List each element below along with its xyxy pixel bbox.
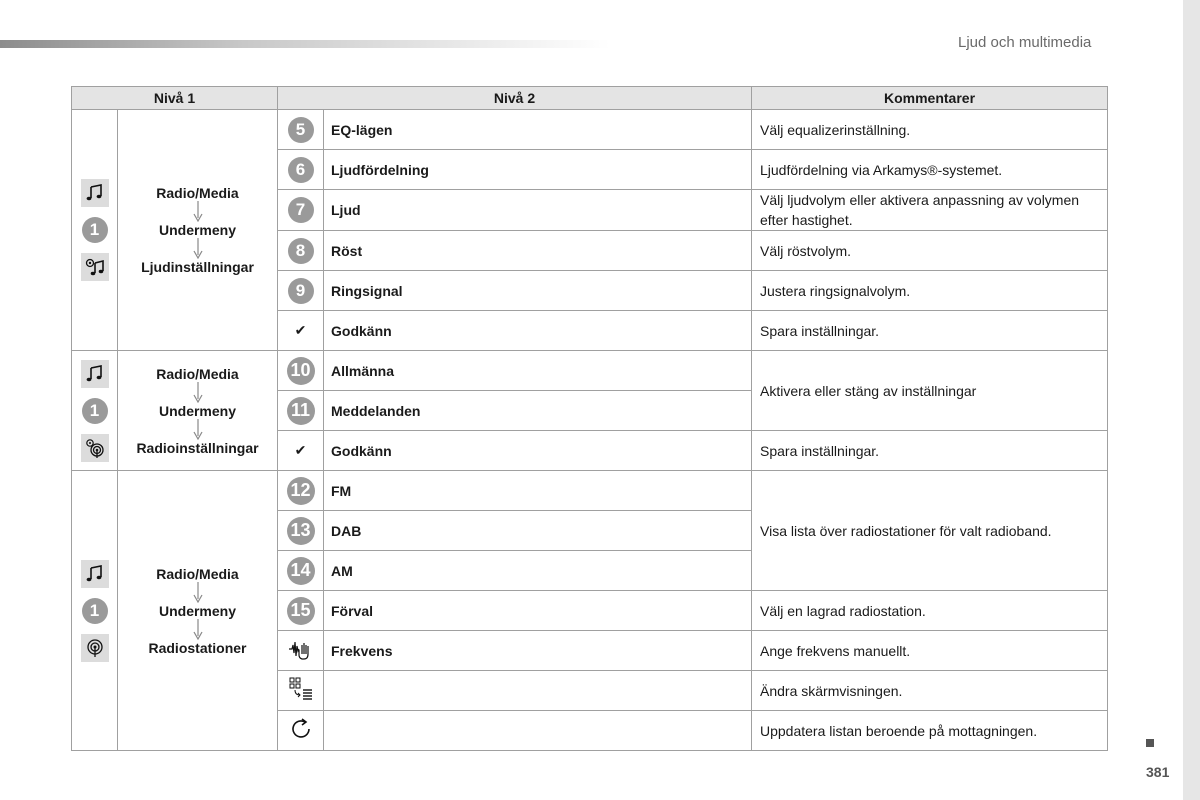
audio-settings-icon	[81, 253, 109, 281]
row-label: Röst	[324, 231, 752, 271]
header-gradient-bar	[0, 40, 610, 48]
radio-icon	[81, 634, 109, 662]
level1-step: Radio/Media	[156, 565, 239, 582]
row-comment-merged: Aktivera eller stäng av inställningar	[752, 351, 1108, 431]
step-number-badge: 5	[288, 117, 314, 143]
checkmark-icon: ✔	[278, 431, 324, 471]
step-number-badge: 11	[287, 397, 315, 425]
level1-step: Undermeny	[158, 402, 237, 419]
step-number-badge: 7	[288, 197, 314, 223]
group3-icons	[72, 471, 118, 751]
step-number-badge: 10	[287, 357, 315, 385]
row-comment: Välj en lagrad radiostation.	[752, 591, 1108, 631]
frequency-touch-icon	[288, 636, 314, 662]
page-marker	[1146, 739, 1154, 747]
step-number-badge: 9	[288, 278, 314, 304]
row-comment: Spara inställningar.	[752, 431, 1108, 471]
row-label: Godkänn	[324, 311, 752, 351]
checkmark-icon: ✔	[278, 311, 324, 351]
group1-level1	[118, 110, 278, 351]
row-label: FM	[324, 471, 752, 511]
header-level2: Nivå 2	[278, 87, 752, 110]
refresh-icon	[288, 716, 314, 742]
row-label: Ringsignal	[324, 271, 752, 311]
level1-step: Radiostationer	[148, 639, 247, 656]
section-title: Ljud och multimedia	[958, 34, 1092, 51]
row-comment: Ljudfördelning via Arkamys®-systemet.	[752, 150, 1108, 190]
level1-step: Ljudinställningar	[141, 259, 254, 275]
row-comment: Välj equalizerinställning.	[752, 110, 1108, 150]
group2-level1	[118, 351, 278, 471]
arrow-down-icon	[193, 619, 203, 640]
row-label: Meddelanden	[324, 391, 752, 431]
table-row	[72, 471, 1108, 511]
level1-step: Radio/Media	[156, 365, 239, 382]
radio-settings-icon	[81, 434, 109, 462]
arrow-down-icon	[193, 419, 203, 440]
row-comment: Justera ringsignalvolym.	[752, 271, 1108, 311]
level1-step: Undermeny	[158, 222, 237, 238]
row-label: Ljudfördelning	[324, 150, 752, 190]
settings-table	[71, 86, 1108, 751]
row-label: Frekvens	[324, 631, 752, 671]
table-row	[72, 110, 1108, 150]
row-comment: Ändra skärmvisningen.	[752, 671, 1108, 711]
step-number-badge: 12	[287, 477, 315, 505]
row-label: AM	[324, 551, 752, 591]
arrow-down-icon	[193, 582, 203, 603]
row-label: Förval	[324, 591, 752, 631]
arrow-down-icon	[193, 238, 203, 259]
header-level1: Nivå 1	[72, 87, 278, 110]
level1-step: Radioinställningar	[136, 439, 259, 456]
arrow-down-icon	[193, 382, 203, 403]
table-header-row	[72, 87, 1108, 110]
group3-level1	[118, 471, 278, 751]
music-note-icon	[81, 560, 109, 588]
row-label	[324, 711, 752, 751]
row-comment-merged: Visa lista över radiostationer för valt radioband.	[752, 471, 1108, 591]
row-label: Godkänn	[324, 431, 752, 471]
step-number-badge: 13	[287, 517, 315, 545]
page-edge-strip	[1183, 0, 1200, 800]
level1-step: Undermeny	[158, 602, 237, 619]
row-comment: Uppdatera listan beroende på mottagningen.	[752, 711, 1108, 751]
display-mode-icon	[288, 676, 314, 702]
row-comment: Ange frekvens manuellt.	[752, 631, 1108, 671]
number-1-badge: 1	[82, 598, 108, 624]
music-note-icon	[81, 360, 109, 388]
level1-step: Radio/Media	[156, 185, 239, 201]
row-label: Allmänna	[324, 351, 752, 391]
row-label: EQ-lägen	[324, 110, 752, 150]
music-note-icon	[81, 179, 109, 207]
row-label	[324, 671, 752, 711]
step-number-badge: 8	[288, 238, 314, 264]
step-number-badge: 15	[287, 597, 315, 625]
page-number: 381	[1146, 764, 1170, 780]
group2-icons	[72, 351, 118, 471]
row-comment: Välj ljudvolym eller aktivera anpassning av volymen efter hastighet.	[752, 190, 1108, 231]
arrow-down-icon	[193, 201, 203, 222]
row-comment: Välj röstvolym.	[752, 231, 1108, 271]
step-number-badge: 6	[288, 157, 314, 183]
number-1-badge: 1	[82, 217, 108, 243]
row-label: DAB	[324, 511, 752, 551]
number-1-badge: 1	[82, 398, 108, 424]
row-label: Ljud	[324, 190, 752, 231]
header-comments: Kommentarer	[752, 87, 1108, 110]
row-comment: Spara inställningar.	[752, 311, 1108, 351]
table-row	[72, 351, 1108, 391]
step-number-badge: 14	[287, 557, 315, 585]
group1-icons	[72, 110, 118, 351]
